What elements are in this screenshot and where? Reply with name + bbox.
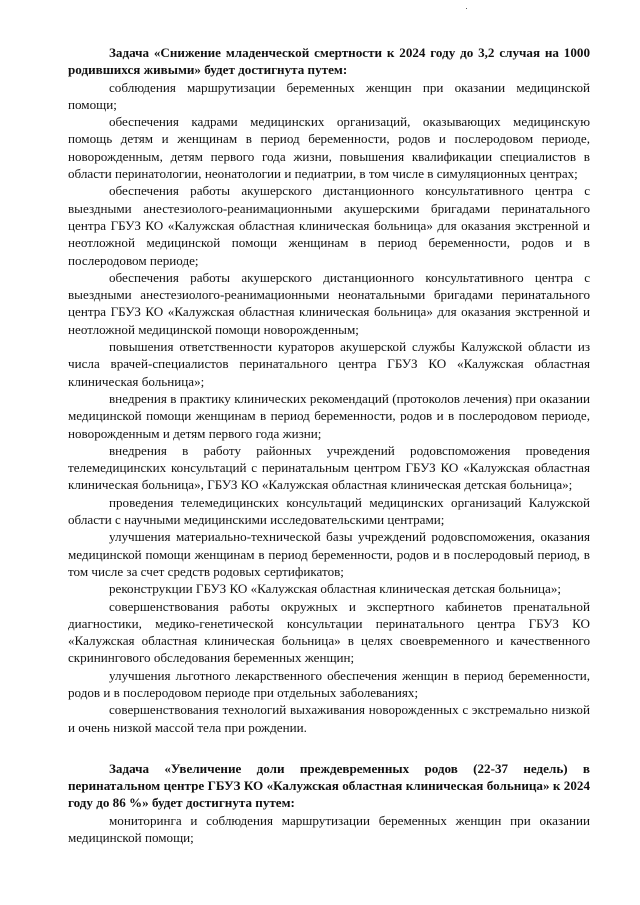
- task-2-item: мониторинга и соблюдения маршрутизации беременных женщин при оказании медицинской помощи;: [68, 812, 590, 846]
- task-1-item: соблюдения маршрутизации беременных женщин при оказании медицинской помощи;: [68, 79, 590, 112]
- task-1-item: улучшения льготного лекарственного обеспечения женщин в период беременности, родов и в послеродовом периоде при отдельных заболеваниях;: [68, 667, 590, 700]
- task-2-heading: Задача «Увеличение доли преждевременных родов (22-37 недель) в перинатальном центре ГБУЗ КО «Калужская областная клиническая больница» к 2024 году до 86 %» будет достигнута путем:: [68, 760, 590, 811]
- task-1-item: обеспечения работы акушерского дистанционного консультативного центра с выездными анестезиолого-реанимационными акушерскими бригадами перинатального центра ГБУЗ КО «Калужская областная клиническая больница» для оказания экстренной и неотложной медицинской помощи женщинам в период беременности, родов и в послеродовом периоде;: [68, 183, 590, 268]
- task-1-item: совершенствования работы окружных и экспертного кабинетов пренатальной диагностики, медико-генетической консультации перинатального центра ГБУЗ КО «Калужская областная клиническая больница» в целях своевременного и качественного скринингового обследования беременных женщин;: [68, 598, 590, 666]
- task-1-item: внедрения в работу районных учреждений родовспоможения проведения телемедицинских консультаций с перинатальным центром ГБУЗ КО «Калужская областная клиническая больница», ГБУЗ КО «Калужская областная клиническая детская больница»;: [68, 442, 590, 493]
- task-1-item: обеспечения работы акушерского дистанционного консультативного центра с выездными анестезиолого-реанимационными неонатальными бригадами перинатального центра ГБУЗ КО «Калужская областная клиническая больница» для оказания экстренной и неотложной медицинской помощи новорожденным;: [68, 269, 590, 337]
- task-1-item: обеспечения кадрами медицинских организаций, оказывающих медицинскую помощь детям и женщинам в период беременности, родов и послеродовом периоде, новорожденным, детям первого года жизни, повышения квалификации специалистов в области перинатологии, неонатологии и педиатрии, в том числе в симуляционных центрах;: [68, 114, 590, 182]
- task-1-heading: Задача «Снижение младенческой смертности к 2024 году до 3,2 случая на 1000 родившихся живыми» будет достигнута путем:: [68, 45, 590, 78]
- task-1-item: внедрения в практику клинических рекомендаций (протоколов лечения) при оказании медицинской помощи женщинам в период беременности, родов и в послеродовом периоде, новорожденным и детям первого года жизни;: [68, 390, 590, 441]
- document-body: [68, 44, 590, 846]
- task-1-item: повышения ответственности кураторов акушерской службы Калужской области из числа врачей-специалистов перинатального центра ГБУЗ КО «Калужская областная клиническая больница»;: [68, 339, 590, 389]
- task-1-item: совершенствования технологий выхаживания новорожденных с экстремально низкой и очень низкой массой тела при рождении.: [68, 702, 590, 735]
- task-1-item: реконструкции ГБУЗ КО «Калужская областная клиническая детская больница»;: [109, 581, 562, 597]
- task-1-item: улучшения материально-технической базы учреждений родовспоможения, оказания медицинской помощи женщинам в период беременности, родов и в послеродовый период, в том числе за счет средств родовых сертификатов;: [68, 529, 590, 579]
- task-1-item: проведения телемедицинских консультаций медицинских организаций Калужской области с научными медицинскими исследовательскими центрами;: [68, 494, 590, 528]
- scan-speck: [466, 8, 467, 9]
- section-spacer: [68, 736, 590, 760]
